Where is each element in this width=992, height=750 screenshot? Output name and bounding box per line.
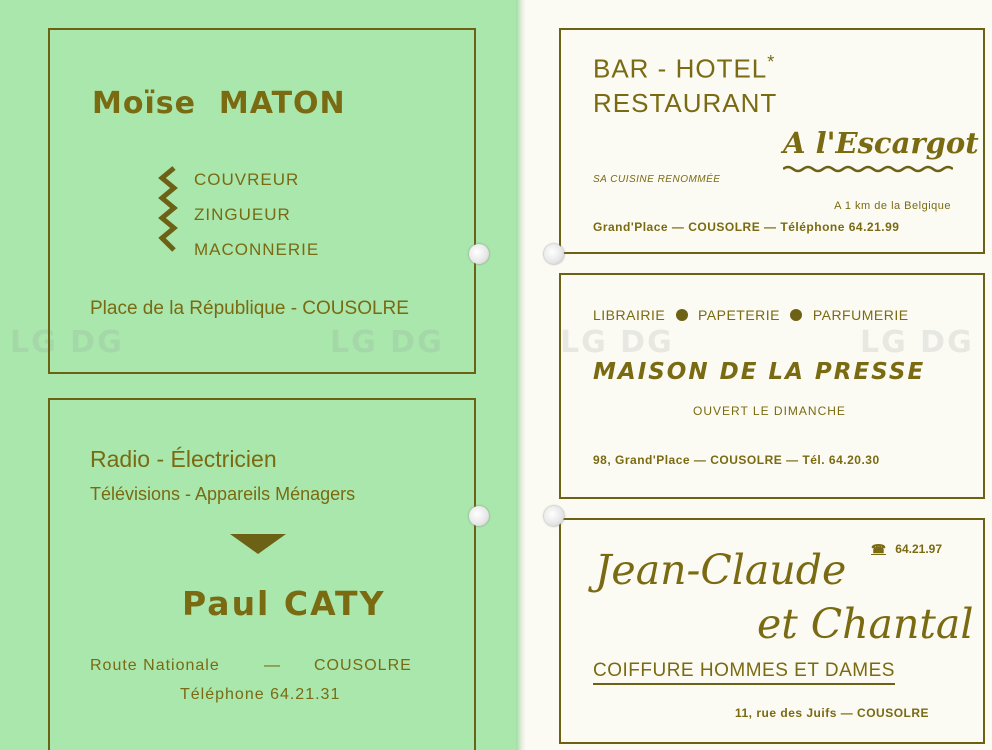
ad-maton <box>48 28 476 374</box>
caty-dash: — <box>264 657 280 674</box>
binding-hole <box>469 244 489 264</box>
ad-coiffure <box>559 518 985 744</box>
watermark: LG DG <box>860 325 974 360</box>
escargot-line2: RESTAURANT <box>593 88 778 118</box>
caty-name: Paul CATY <box>182 584 386 623</box>
phone-icon: ☎ <box>871 542 886 556</box>
watermark: LG DG <box>330 325 444 360</box>
caty-road: Route Nationale <box>90 657 220 674</box>
ad-caty <box>48 398 476 750</box>
category-parfumerie: PARFUMERIE <box>812 307 909 323</box>
coiffure-name-line1: Jean-Claude <box>595 546 847 594</box>
presse-contact: 98, Grand'Place — COUSOLRE — Tél. 64.20.30 <box>593 453 880 467</box>
maton-last-name: MATON <box>218 86 346 121</box>
watermark: LG DG <box>10 325 124 360</box>
category-librairie: LIBRAIRIE <box>593 307 666 323</box>
caty-town: COUSOLRE <box>314 657 412 674</box>
caty-line2: Télévisions - Appareils Ménagers <box>90 484 356 504</box>
binding-hole <box>544 506 564 526</box>
binding-hole <box>544 244 564 264</box>
escargot-distance: A 1 km de la Belgique <box>834 200 951 212</box>
caty-phone: Téléphone 64.21.31 <box>180 686 341 703</box>
maton-address: Place de la République - COUSOLRE <box>90 298 409 319</box>
service-couvreur: COUVREUR <box>194 170 300 189</box>
maton-first-name: Moïse <box>92 86 196 121</box>
coiffure-address: 11, rue des Juifs — COUSOLRE <box>735 706 930 720</box>
service-maconnerie: MACONNERIE <box>194 240 320 259</box>
escargot-star: * <box>767 52 776 72</box>
down-triangle-icon <box>230 534 286 554</box>
binding-spine <box>516 0 526 750</box>
ad-escargot <box>559 28 985 254</box>
watermark: LG DG <box>560 325 674 360</box>
bullet-icon <box>676 309 688 321</box>
caty-line1: Radio - Électricien <box>90 446 277 472</box>
bullet-icon <box>790 309 802 321</box>
escargot-tagline: SA CUISINE RENOMMÉE <box>593 174 721 185</box>
escargot-brand: A l'Escargot <box>783 126 979 160</box>
zigzag-ornament-icon <box>158 166 180 252</box>
escargot-line1: BAR - HOTEL <box>593 53 768 84</box>
coiffure-name-line2: et Chantal <box>757 600 974 648</box>
presse-name: MAISON DE LA PRESSE <box>593 359 926 385</box>
ad-presse <box>559 273 985 499</box>
escargot-contact: Grand'Place — COUSOLRE — Téléphone 64.21.99 <box>593 220 900 234</box>
wave-underline-icon <box>783 165 953 173</box>
service-zingueur: ZINGUEUR <box>194 205 291 224</box>
binding-hole <box>469 506 489 526</box>
presse-hours: OUVERT LE DIMANCHE <box>693 404 846 418</box>
category-papeterie: PAPETERIE <box>697 307 781 323</box>
coiffure-phone: 64.21.97 <box>895 542 943 556</box>
coiffure-service: COIFFURE HOMMES ET DAMES <box>593 660 895 685</box>
